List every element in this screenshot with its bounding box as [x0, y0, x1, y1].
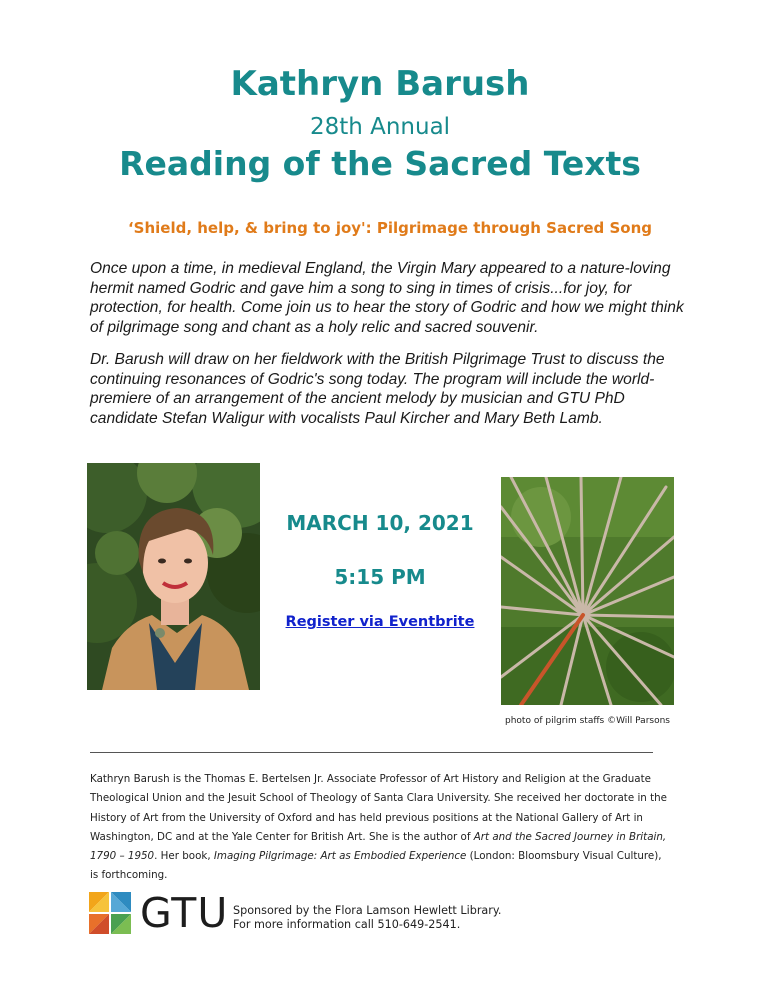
- bio-text: (London: Bloomsbury Visual Culture), is forthcoming.: [90, 850, 662, 882]
- register-link[interactable]: Register via Eventbrite: [285, 614, 475, 630]
- description-paragraph: Once upon a time, in medieval England, the Virgin Mary appeared to a nature-loving hermit named Godric and gave him a song to sing in times of crisis...for joy, for protection, for health. Come join us to hear the story of Godric and how we might think of pilgrimage song and chant as a holy relic and sacred souvenir.: [90, 260, 684, 336]
- photo-caption: photo of pilgrim staffs ©Will Parsons: [505, 716, 670, 726]
- sponsor-line: Sponsored by the Flora Lamson Hewlett Library.: [233, 904, 502, 917]
- bio-text: Kathryn Barush is the Thomas E. Bertelsen Jr. Associate Professor of Art History and Religion at the Graduate Theological Union and the Jesuit School of Theology of Santa Clara University. She received her doctorate in the History of Art from the University of Oxford and has held previous positions at the National Gallery of Art in Washington, DC and at the Yale Center for British Art. She is the author of: [90, 773, 667, 843]
- gtu-logo-text: GTU: [140, 889, 229, 937]
- contact-line: For more information call 510-649-2541.: [233, 917, 461, 931]
- speaker-portrait: [87, 463, 260, 690]
- book-title: Imaging Pilgrimage: Art as Embodied Experience: [213, 850, 467, 863]
- gtu-logo-icon: [89, 892, 133, 936]
- annual-label: 28th Annual: [309, 114, 451, 140]
- description-paragraph: Dr. Barush will draw on her fieldwork with the British Pilgrimage Trust to discuss the continuing resonances of Godric's song today. The program will include the world-premiere of an arrangement of the ancient melody by musician and GTU PhD candidate Stefan Waligur with vocalists Paul Kircher and Mary Beth Lamb.: [90, 351, 665, 427]
- sponsor-info: [233, 904, 501, 931]
- divider: [90, 752, 653, 753]
- book-title: Art and the Sacred Journey in Britain, 1790 – 1950: [90, 830, 667, 863]
- event-time: 5:15 PM: [334, 565, 426, 589]
- speaker-bio: [90, 770, 672, 886]
- event-date: MARCH 10, 2021: [286, 511, 474, 535]
- talk-title: ‘Shield, help, & bring to joy': Pilgrimage through Sacred Song: [127, 219, 653, 237]
- speaker-name: Kathryn Barush: [230, 64, 530, 104]
- event-title: Reading of the Sacred Texts: [119, 144, 641, 183]
- bio-text: . Her book,: [154, 850, 214, 863]
- pilgrim-staffs-photo: [501, 477, 674, 705]
